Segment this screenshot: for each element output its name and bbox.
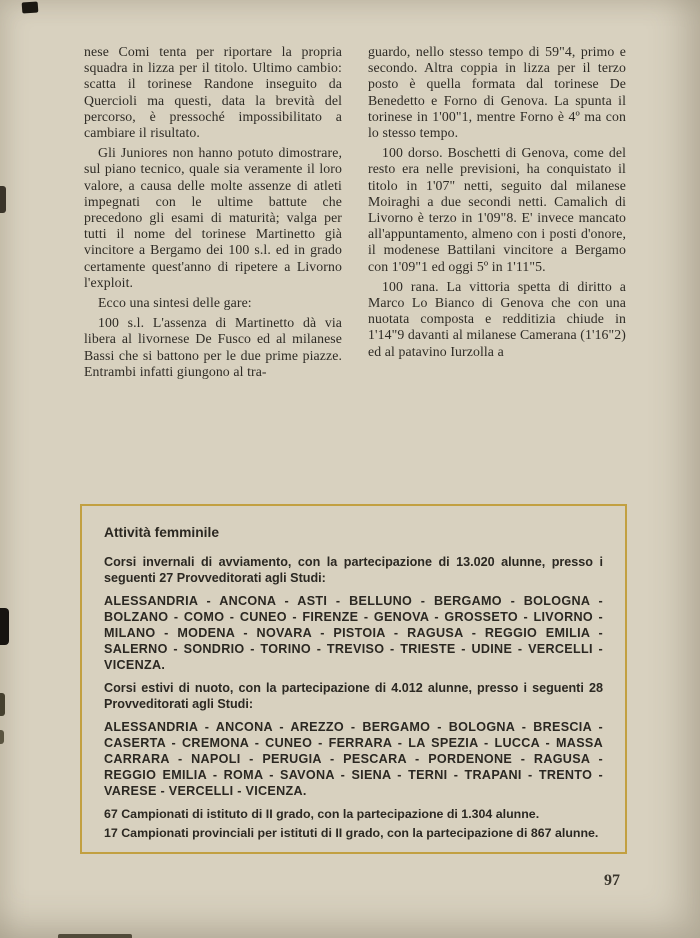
- article-columns: [84, 44, 626, 380]
- scan-artifact-left-2: [0, 608, 9, 645]
- paragraph: 100 s.l. L'assenza di Martinetto dà via libera al livornese De Fusco ed al milanese Bassi che si battono per le due prime piazze. Entrambi infatti giungono al tra-: [84, 315, 342, 379]
- winter-courses-intro: Corsi invernali di avviamento, con la partecipazione di 13.020 alunne, presso i seguenti 27 Provveditorati agli Studi:: [104, 555, 603, 585]
- box-title: Attività femminile: [104, 525, 219, 540]
- scan-artifact-left-1: [0, 186, 6, 213]
- attivita-femminile-box: [80, 504, 627, 854]
- scan-artifact-left-4: [0, 730, 4, 744]
- stat-line-school-championships: 67 Campionati di istituto di II grado, con la partecipazione di 1.304 alunne.: [104, 807, 540, 821]
- scan-artifact-bottom: [58, 934, 132, 938]
- paragraph: 100 dorso. Boschetti di Genova, come del resto era nelle previsioni, ha conquistato il titolo in 1'07" netti, seguito dal milanese Moiraghi a due secondi netti. Camalich di Livorno è terzo in 1'09"8. E' invece mancato all'appuntamento, almeno con i posti d'onore, il modenese Battilani vincitore a Bergamo con 1'09"1 ed oggi 5º in 1'11"5.: [368, 145, 626, 274]
- scan-artifact-left-3: [0, 693, 5, 716]
- winter-courses-cities: ALESSANDRIA - ANCONA - ASTI - BELLUNO - BERGAMO - BOLOGNA - BOLZANO - COMO - CUNEO - FIRENZE - GENOVA - GROSSETO - LIVORNO - MILANO - MODENA - NOVARA - PISTOIA - RAGUSA - REGGIO EMILIA - SALERNO - SONDRIO - TORINO - TREVISO - TRIESTE - UDINE - VERCELLI - VICENZA.: [104, 594, 603, 672]
- summer-courses-cities: ALESSANDRIA - ANCONA - AREZZO - BERGAMO - BOLOGNA - BRESCIA - CASERTA - CREMONA - CUNEO - FERRARA - LA SPEZIA - LUCCA - MASSA CARRARA - NAPOLI - PERUGIA - PESCARA - PORDENONE - RAGUSA - REGGIO EMILIA - ROMA - SAVONA - SIENA - TERNI - TRAPANI - TRENTO - VARESE - VERCELLI - VICENZA.: [104, 720, 603, 798]
- page-number: 97: [604, 872, 620, 889]
- paragraph: guardo, nello stesso tempo di 59"4, primo e secondo. Altra coppia in lizza per il terzo posto è quella formata dal torinese De Benedetto e Forno di Genova. La spunta il torinese in 1'00"1, mentre Forno è 4º ma con lo stesso tempo.: [368, 44, 626, 141]
- paragraph: nese Comi tenta per riportare la propria squadra in lizza per il titolo. Ultimo cambio: scatta il torinese Randone inseguito da Quercioli ma questi, data la brevità del percorso, è pressoché impossibilitato a cambiare il risultato.: [84, 44, 342, 141]
- paragraph: 100 rana. La vittoria spetta di diritto a Marco Lo Bianco di Genova che con una nuotata composta e redditizia chiude in 1'14"9 davanti al milanese Camerana (1'16"2) ed al patavino Iurzolla a: [368, 278, 626, 359]
- paragraph: Gli Juniores non hanno potuto dimostrare, sul piano tecnico, quale sia veramente il loro valore, a causa delle molte assenze di atleti impegnati con le ultime battute che precedono gli esami di maturità; valga per tutti il nome del torinese Martinetto già vincitore a Bergamo dei 100 s.l. ed in grado certamente quest'anno di ripetere a Livorno l'exploit.: [84, 145, 342, 290]
- summer-courses-intro: Corsi estivi di nuoto, con la partecipazione di 4.012 alunne, presso i seguenti 28 Provveditorati agli Studi:: [104, 681, 603, 711]
- right-column: [368, 44, 626, 380]
- left-column: [84, 44, 342, 380]
- scan-artifact-corner: [22, 1, 39, 13]
- paragraph: Ecco una sintesi delle gare:: [98, 295, 252, 311]
- stat-line-provincial-championships: 17 Campionati provinciali per istituti di II grado, con la partecipazione di 867 alunne.: [104, 826, 599, 840]
